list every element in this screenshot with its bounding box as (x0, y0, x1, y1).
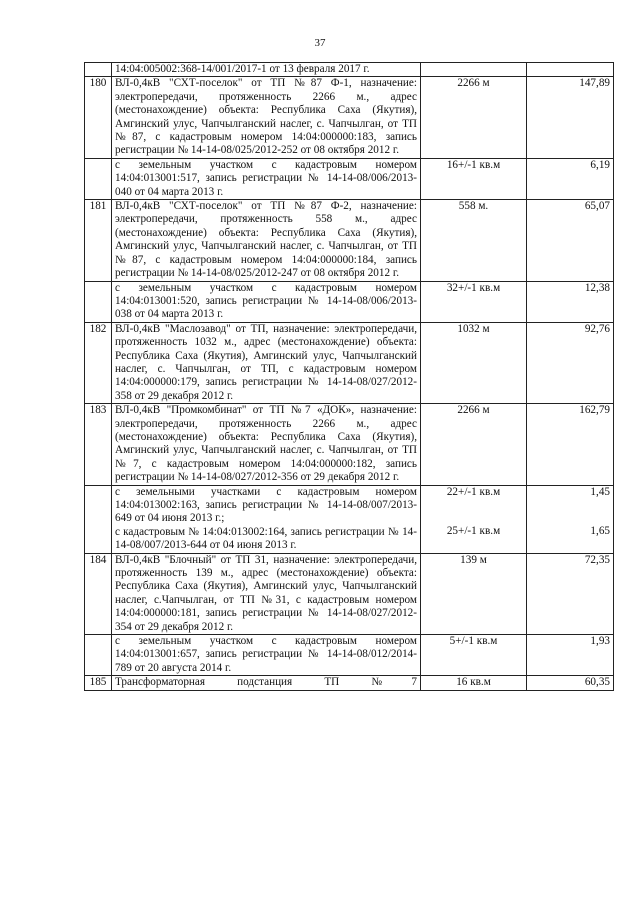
table-row (85, 322, 614, 403)
object-value: 162,79 (527, 404, 614, 485)
continuation-cell: 14:04:005002:368-14/001/2017-1 от 13 февраля 2017 г. (112, 63, 421, 77)
row-number (85, 635, 112, 676)
object-description: ВЛ-0,4кВ "Промкомбинат" от ТП №7 «ДОК», назначение: электропередачи, протяженность 2266 м., адрес (местонахождение) объекта: Республика Саха (Якутия), Амгинский улус, Чапчылганский наслег, с. Чапчылган, от ТП №7, с кадастровым номером 14:04:000000:182, запись регистрации № 14-14-08/027/2012-356 от 29 декабря 2012 г. (112, 404, 421, 485)
table-row (85, 281, 614, 322)
object-area: 16 кв.м (421, 676, 527, 690)
object-area: 2266 м (421, 404, 527, 485)
land-plots-area (421, 485, 527, 553)
table-row (85, 77, 614, 158)
object-value: 72,35 (527, 553, 614, 634)
object-value: 65,07 (527, 200, 614, 281)
row-number: 183 (85, 404, 112, 485)
land-plots-description (112, 485, 421, 553)
object-area: 558 м. (421, 200, 527, 281)
object-area: 2266 м (421, 77, 527, 158)
object-description: ВЛ-0,4кВ "СХТ-поселок" от ТП №87 Ф-2, назначение: электропередачи, протяженность 558 м., адрес (местонахождение) объекта: Республика Саха (Якутия), Амгинский улус, Чапчылганский наслег, с. Чапчылган, от ТП №87, с кадастровым номером 14:04:000000:184, запись регистрации № 14-14-08/025/2012-247 от 08 октября 2012 г. (112, 200, 421, 281)
land-plot-area: 5+/-1 кв.м (421, 635, 527, 676)
land-plot-value-2: 1,65 (590, 525, 610, 537)
row-number-cell (85, 63, 112, 77)
table-row (85, 404, 614, 485)
land-plot-area-2: 25+/-1 кв.м (446, 525, 501, 537)
area-cell (421, 63, 527, 77)
table-row (85, 200, 614, 281)
land-plot-area: 16+/-1 кв.м (421, 158, 527, 199)
object-value: 147,89 (527, 77, 614, 158)
row-number (85, 158, 112, 199)
land-plot-description-1: с земельными участками с кадастровым номером 14:04:013002:163, запись регистрации № 14-14-08/007/2013-649 от 04 июня 2013 г.; (115, 485, 417, 525)
table-row-continuation (85, 63, 614, 77)
table-row (85, 635, 614, 676)
row-number (85, 281, 112, 322)
object-area: 139 м (421, 553, 527, 634)
land-plot-area-1: 22+/-1 кв.м (446, 485, 501, 498)
row-number: 182 (85, 322, 112, 403)
row-number: 185 (85, 676, 112, 690)
row-number: 180 (85, 77, 112, 158)
land-plot-description-2: с кадастровым № 14:04:013002:164, запись регистрации № 14-14-08/007/2013-644 от 04 июня 2013 г. (115, 525, 417, 552)
object-value: 92,76 (527, 322, 614, 403)
land-plot-value: 12,38 (527, 281, 614, 322)
land-plot-value: 6,19 (527, 158, 614, 199)
table-row (85, 553, 614, 634)
table-row (85, 158, 614, 199)
object-description: ВЛ-0,4кВ "Блочный" от ТП 31, назначение: электропередачи, протяженность 139 м., адрес (местонахождение) объекта: Республика Саха (Якутия), Амгинский улус, Чапчылганский наслег, с.Чапчылган, от ТП №31, с кадастровым номером 14:04:000000:181, запись регистрации № 14-14-08/027/2012-354 от 29 декабря 2012 г. (112, 553, 421, 634)
land-plot-value: 1,93 (527, 635, 614, 676)
row-number: 184 (85, 553, 112, 634)
table-row (85, 485, 614, 553)
table-row (85, 676, 614, 690)
land-plot-description: с земельным участком с кадастровым номером 14:04:013001:520, запись регистрации № 14-14-08/006/2013-038 от 04 марта 2013 г. (112, 281, 421, 322)
object-description: ВЛ-0,4кВ "Маслозавод" от ТП, назначение: электропередачи, протяженность 1032 м., адрес (местонахождение) объекта: Республика Саха (Якутия), Амгинский улус, Чапчылганский наслег, с. Чапчылган, от ТП, с кадастровым номером 14:04:000000:179, запись регистрации № 14-14-08/027/2012-358 от 29 декабря 2012 г. (112, 322, 421, 403)
object-description: ВЛ-0,4кВ "СХТ-поселок" от ТП №87 Ф-1, назначение: электропередачи, протяженность 2266 м., адрес (местонахождение) объекта: Республика Саха (Якутия), Амгинский улус, Чапчылганский наслег, с. Чапчылган, от ТП №87, с кадастровым номером 14:04:000000:183, запись регистрации № 14-14-08/025/2012-252 от 08 октября 2012 г. (112, 77, 421, 158)
page-number: 37 (314, 37, 326, 49)
land-plots-value (527, 485, 614, 553)
value-cell (527, 63, 614, 77)
land-plot-description: с земельным участком с кадастровым номером 14:04:013001:517, запись регистрации № 14-14-08/006/2013-040 от 04 марта 2013 г. (112, 158, 421, 199)
object-description: Трансформаторная подстанция ТП №7 (112, 676, 421, 690)
object-value: 60,35 (527, 676, 614, 690)
row-number: 181 (85, 200, 112, 281)
land-plot-value-1: 1,45 (590, 485, 610, 498)
land-plot-area: 32+/-1 кв.м (421, 281, 527, 322)
property-table (84, 62, 614, 691)
row-number (85, 485, 112, 553)
object-area: 1032 м (421, 322, 527, 403)
land-plot-description: с земельным участком с кадастровым номером 14:04:013001:657, запись регистрации № 14-14-08/012/2014-789 от 20 августа 2014 г. (112, 635, 421, 676)
